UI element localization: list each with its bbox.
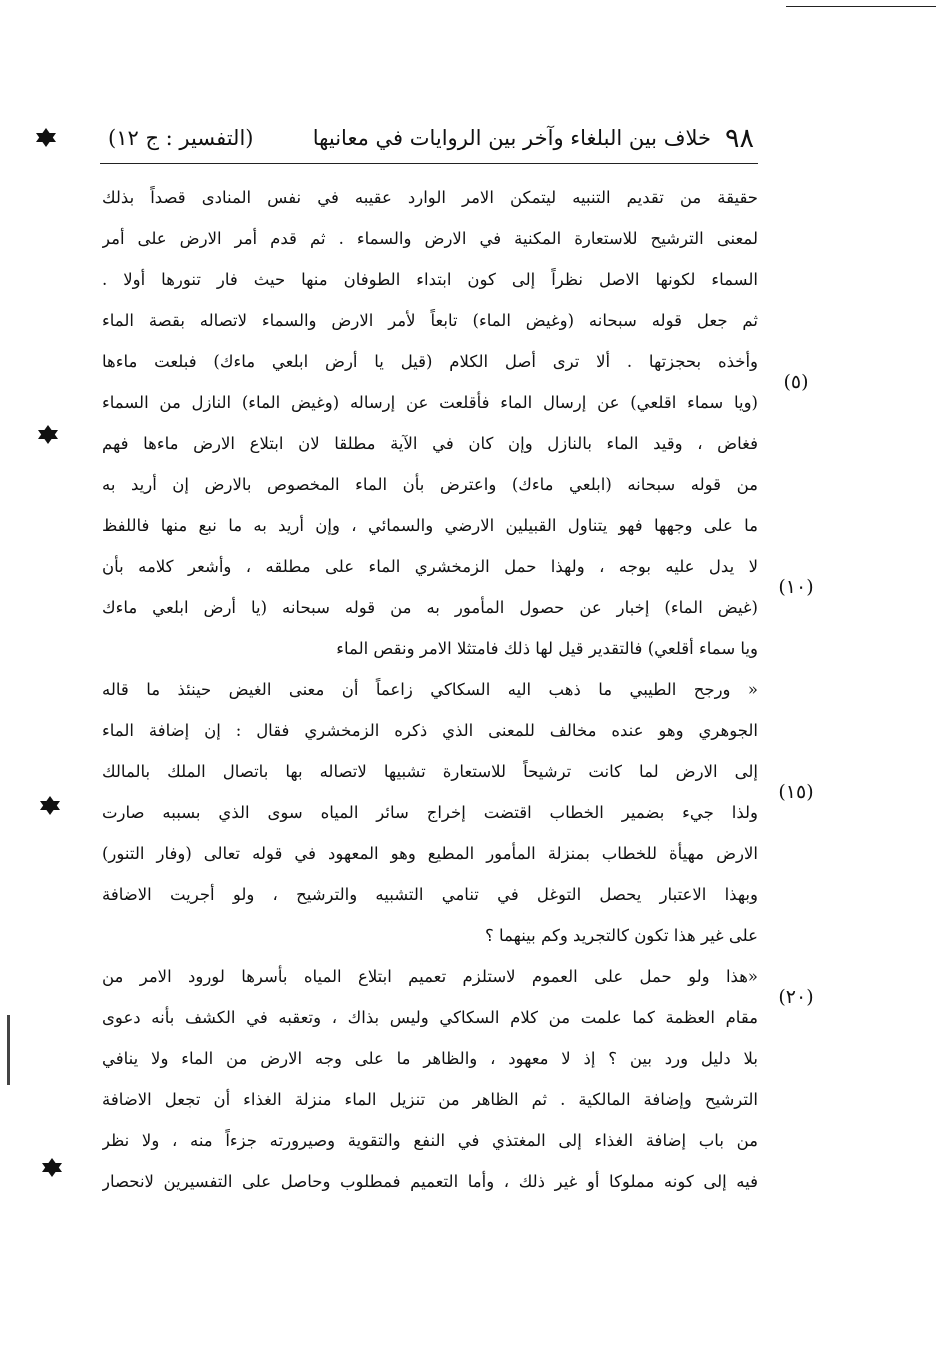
binding-hole-mark-icon [38,425,58,439]
text-line: لا يدل عليه بوجه ، ولهذا حمل الزمخشري الماء على مطلقه ، وأشعر كلامه بأن [102,557,758,576]
text-line: الترشيح وإضافة المالكية . ثم الظاهر من تنزيل الماء منزلة الغذاء أن تجعل الاضافة [102,1090,758,1109]
text-line: (غيض الماء) إخبار عن حصول المأمور به من قوله سبحانه (يا أرض ابلعي ماءك [102,598,758,617]
text-line: (ويا سماء اقلعي) عن إرسال الماء فأقلعت عن إرساله (وغيض الماء) النازل من السماء [102,393,758,412]
text-line: ويا سماء أقلعي) فالتقدير قيل لها ذلك فامتثلا الامر ونقص الماء [336,639,758,658]
text-line: إلى الارض لما كانت ترشيحاً للاستعارة تشبيها لاتصاله بها باتصال الملك بالمالك [102,762,758,781]
line-number: (١٥) [778,781,814,803]
binding-hole-mark-icon [42,1158,62,1172]
text-line: على غير هذا تكون كالتجريد وكم بينهما ؟ [485,926,758,945]
text-line: الجوهري وهو عنده مخالف للمعنى الذي ذكره الزمخشري فقال : إن إضافة الماء [102,721,758,740]
header-section: (التفسير : ج ١٢) [108,126,254,150]
text-line: ثم جعل قوله سبحانه (وغيض الماء) تابعاً لأمر الارض والسماء لاتصاله بقصة الماء [102,311,758,330]
text-line: وأخذه بحجزتها . ألا ترى أصل الكلام (قيل يا أرض ابلعي ماءك) فبلعت ماءها [102,352,758,371]
text-line: مقام العظمة كما علمت من كلام السكاكي وليس بذاك ، وتعقبه في الكشف بأنه دعوى [102,1008,758,1027]
page-number: ٩٨ [724,122,754,154]
text-line: «هذا ولو حمل على العموم لاستلزم تعميم ابتلاع المياه بأسرها لورود الامر من [102,967,758,986]
running-header [108,116,754,160]
header-rule [100,163,758,164]
text-line: لمعنى الترشيح للاستعارة المكنية في الارض والسماء . ثم قدم أمر الارض على أمر [102,229,758,248]
line-number: (٥) [783,371,809,393]
text-line: ولذا جيء بضمير الخطاب اقتضت إخراج سائر المياه سوى الذي بسببه صارت [102,803,758,822]
text-line: الارض مهيأة للخطاب بمنزلة المأمور المطيع وهو المعهود في قوله تعالى (وفار التنور) [102,844,758,863]
header-title: خلاف بين البلغاء وآخر بين الروايات في معانيها [312,126,711,150]
text-line: فيه إلى كونه مملوكا أو غير ذلك ، وأما التعميم فمطلوب وحاصل على التفسيرين لانحصار [102,1172,758,1191]
text-line: حقيقة من تقديم التنبيه ليتمكن الامر الوارد عقيبه في نفس المنادى قصداً بذلك [102,188,758,207]
text-line: من قوله سبحانه (ابلعي ماءك) واعترض بأن الماء المخصوص بالارض إن أريد به [102,475,758,494]
text-line: بلا دليل ورد بين ؟ إذ لا معهود ، والظاهر ما على وجه الارض من الماء ولا ينافي [102,1049,758,1068]
text-line: فغاض ، وقيد الماء بالنازل وإن كان في الآية مطلقا لان ابتلاع الارض ماءها فهم [102,434,758,453]
scan-edge-mark [7,1015,10,1085]
text-line: « ورجح الطيبي ما ذهب اليه السكاكي زاعماً أن معنى الغيض حينئذ ما قاله [102,680,758,699]
top-edge-rule [786,6,936,7]
line-number: (٢٠) [778,986,814,1008]
text-line: ما على وجهها فهو يتناول القبيلين الارضي والسمائي ، وإن أريد به ما نبع منها فاللفظ [102,516,758,535]
text-line: وبهذا الاعتبار يحصل التوغل في تنامي التشبيه والترشيح ، ولو أجريت الاضافة [102,885,758,904]
text-line: من باب إضافة الغذاء إلى المغتذي في النفع والتقوية وصيرورته جزءاً منه ، ولا نظر [102,1131,758,1150]
binding-hole-mark-icon [40,796,60,810]
binding-hole-mark-icon [36,128,56,142]
line-number: (١٠) [778,576,814,598]
text-line: السماء لكونها الاصل نظراً إلى كون ابتداء الطوفان منها حيث فار تنورها أولا . [102,270,758,289]
